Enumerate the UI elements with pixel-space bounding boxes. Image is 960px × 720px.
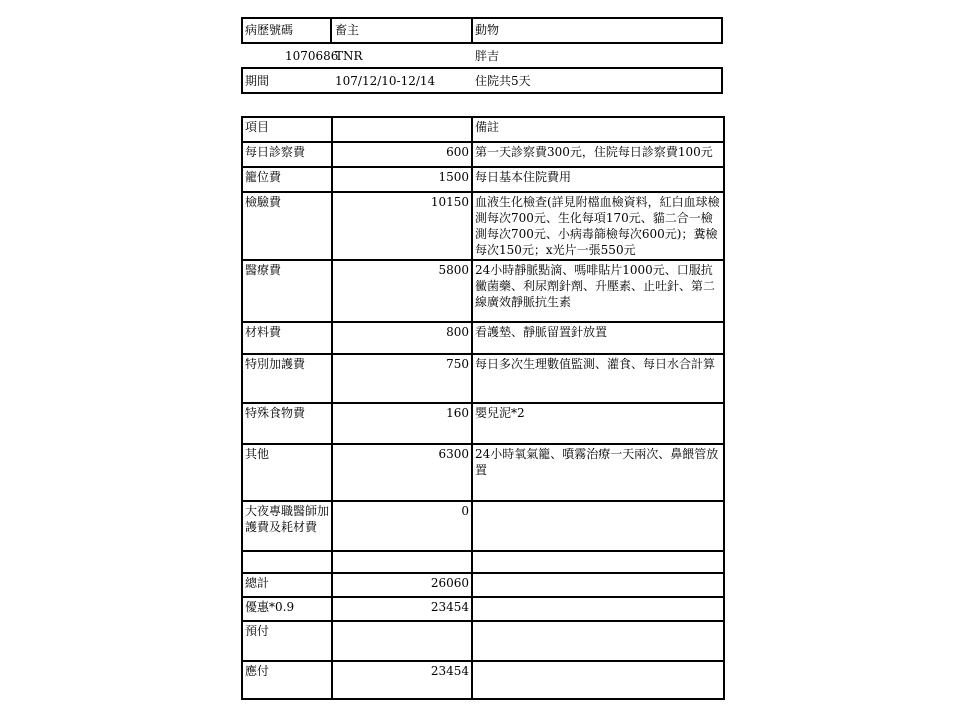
row-amount: 1500 (332, 167, 472, 192)
row-item: 其他 (242, 444, 332, 501)
row-item: 特別加護費 (242, 354, 332, 403)
fee-table-header (242, 117, 724, 142)
head-note: 備註 (472, 117, 724, 142)
label-record-no: 病歷號碼 (245, 23, 294, 37)
row-note: 看護墊、靜脈留置針放置 (472, 322, 724, 354)
row-note: 24小時氧氣籠、噴霧治療一天兩次、鼻餵管放置 (472, 444, 724, 501)
row-amount: 160 (332, 403, 472, 444)
row-amount (332, 621, 472, 661)
stay-note: 住院共5天 (475, 74, 531, 88)
row-note: 嬰兒泥*2 (472, 403, 724, 444)
row-item: 特殊食物費 (242, 403, 332, 444)
row-note (472, 621, 724, 661)
row-item: 大夜專職醫師加護費及耗材費 (242, 501, 332, 551)
row-note (472, 573, 724, 597)
table-row (242, 551, 724, 573)
row-item: 應付 (242, 661, 332, 699)
animal-value: 胖吉 (475, 49, 500, 63)
row-item: 每日診察費 (242, 142, 332, 167)
table-row (242, 354, 724, 403)
table-row (242, 573, 724, 597)
row-note: 24小時靜脈點滴、嗎啡貼片1000元、口服抗黴菌藥、利尿劑針劑、升壓素、止吐針、第二線廣效靜脈抗生素 (472, 260, 724, 322)
owner-value: TNR (335, 49, 363, 63)
row-item: 籠位費 (242, 167, 332, 192)
table-row (242, 192, 724, 260)
header-divider (471, 17, 473, 44)
label-owner: 畜主 (335, 23, 360, 37)
table-row (242, 597, 724, 621)
table-row (242, 501, 724, 551)
row-amount: 600 (332, 142, 472, 167)
table-row (242, 661, 724, 699)
row-item: 預付 (242, 621, 332, 661)
row-note: 血液生化檢查(詳見附檔血檢資料，紅白血球檢測每次700元、生化每項170元、貓二合一檢測每次700元、小病毒篩檢每次600元)；糞檢每次150元；x光片一張550元 (472, 192, 724, 260)
table-row (242, 621, 724, 661)
fee-table (241, 116, 725, 700)
row-item: 優惠*0.9 (242, 597, 332, 621)
row-note (472, 597, 724, 621)
row-amount: 10150 (332, 192, 472, 260)
period-label: 期間 (245, 74, 270, 88)
row-item: 檢驗費 (242, 192, 332, 260)
row-note: 第一天診察費300元，住院每日診察費100元 (475, 145, 713, 159)
row-amount: 6300 (332, 444, 472, 501)
table-row (242, 260, 724, 322)
head-item: 項目 (242, 117, 332, 142)
row-amount: 23454 (332, 597, 472, 621)
table-row (242, 444, 724, 501)
row-amount: 750 (332, 354, 472, 403)
period-value: 107/12/10-12/14 (335, 74, 436, 88)
row-amount: 0 (332, 501, 472, 551)
row-note (472, 551, 724, 573)
table-row (242, 403, 724, 444)
table-row (242, 167, 724, 192)
row-note (472, 661, 724, 699)
label-animal: 動物 (475, 23, 500, 37)
row-note (472, 501, 724, 551)
row-note: 每日基本住院費用 (472, 167, 724, 192)
record-no-value: 1070686 (285, 49, 339, 63)
row-item (242, 551, 332, 573)
header-divider (330, 17, 332, 44)
row-item: 醫療費 (242, 260, 332, 322)
row-amount: 26060 (332, 573, 472, 597)
row-amount (332, 551, 472, 573)
row-amount: 23454 (332, 661, 472, 699)
table-row (242, 142, 724, 167)
row-item: 總計 (242, 573, 332, 597)
row-amount: 5800 (332, 260, 472, 322)
head-amount (332, 117, 472, 142)
table-row (242, 322, 724, 354)
row-amount: 800 (332, 322, 472, 354)
row-note: 每日多次生理數值監測、灌食、每日水合計算 (472, 354, 724, 403)
row-item: 材料費 (242, 322, 332, 354)
